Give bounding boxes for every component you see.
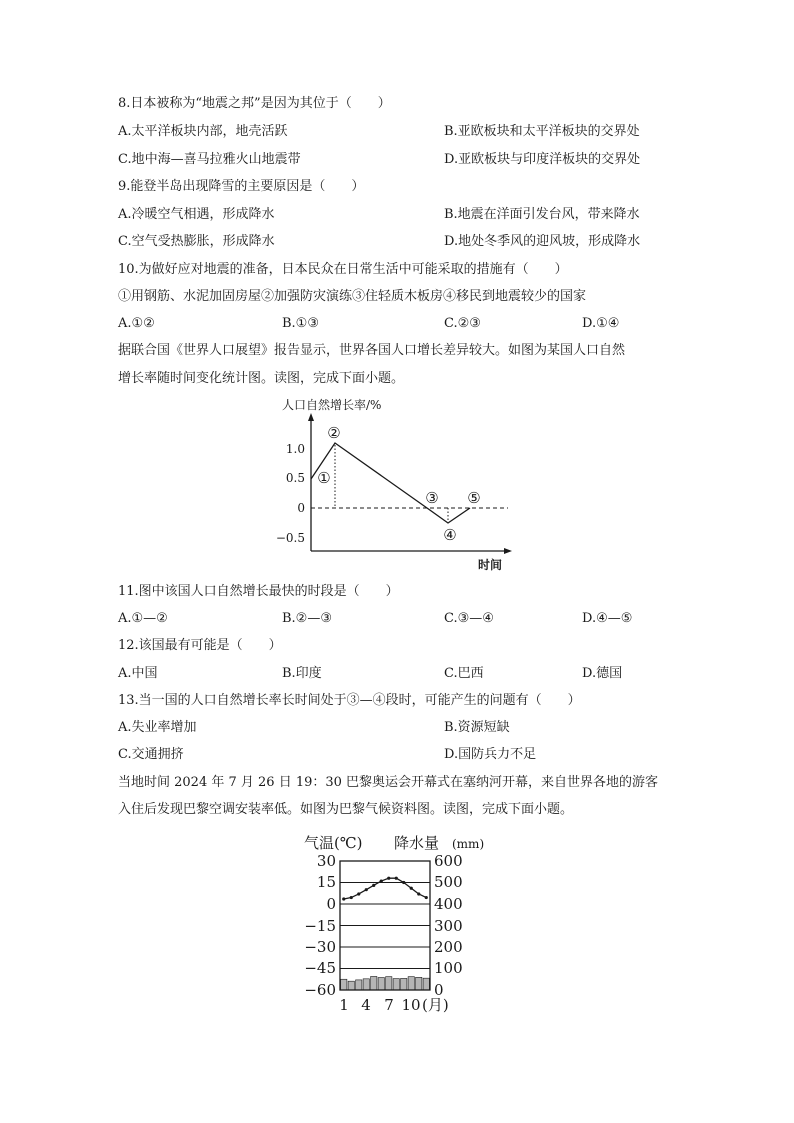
chart1-marker-4: ④ [443, 526, 457, 544]
precip-bar-5 [371, 976, 377, 990]
q12-option-a[interactable]: A.中国 [118, 666, 158, 681]
chart2-right-unit: (mm) [452, 837, 485, 851]
chart2-gridlines [340, 861, 430, 990]
q9-option-c[interactable]: C.空气受热膨胀，形成降水 [118, 234, 275, 249]
q11-option-a[interactable]: A.①—② [118, 611, 168, 626]
q12-option-c[interactable]: C.巴西 [444, 666, 484, 681]
precip-bar-7 [386, 977, 392, 990]
chart2-lt-30: 30 [316, 852, 336, 870]
chart2-lt-neg60: −60 [304, 981, 336, 999]
q12-option-b[interactable]: B.印度 [282, 666, 322, 681]
chart2-rt-100: 100 [434, 959, 463, 977]
precip-bar-8 [393, 979, 399, 990]
intro1-line1: 据联合国《世界人口展望》报告显示，世界各国人口增长差异较大。如图为某国人口自然 [118, 343, 626, 358]
q10-option-a[interactable]: A.①② [118, 316, 155, 331]
q13-option-b[interactable]: B.资源短缺 [444, 720, 510, 735]
chart2-xtick-1: 1 [339, 996, 349, 1014]
chart2-xtick-7: 7 [384, 996, 394, 1014]
chart1-ytick-1: 1.0 [285, 442, 305, 456]
q10-list: ①用钢筋、水泥加固房屋②加强防灾演练③住轻质木板房④移民到地震较少的国家 [118, 289, 587, 304]
chart2-xtick-10: 10 [401, 996, 421, 1014]
chart1-marker-3: ③ [425, 489, 439, 507]
chart1-ylabel: 人口自然增长率/% [282, 398, 382, 412]
chart2-rt-500: 500 [434, 873, 463, 891]
chart1-y-arrow [308, 413, 314, 421]
paris-climate-chart [300, 828, 510, 1018]
chart1-ytick-05: 0.5 [285, 471, 305, 485]
q8-option-c[interactable]: C.地中海—喜马拉雅火山地震带 [118, 152, 301, 167]
q9-option-b[interactable]: B.地震在洋面引发台风，带来降水 [444, 207, 640, 222]
chart2-lt-neg45: −45 [304, 959, 336, 977]
precip-bar-3 [356, 980, 362, 990]
population-growth-chart [270, 393, 530, 575]
q12-option-d[interactable]: D.德国 [582, 666, 623, 681]
temp-point-9 [402, 881, 405, 884]
q8-stem: 8.日本被称为“地震之邦”是因为其位于（ ） [118, 96, 391, 111]
chart2-lt-neg30: −30 [304, 938, 336, 956]
intro2-line1: 当地时间 2024 年 7 月 26 日 19：30 巴黎奥运会开幕式在塞纳河开幕，来自世界各地的游客 [118, 775, 659, 790]
q9-option-d[interactable]: D.地处冬季风的迎风坡，形成降水 [444, 234, 641, 249]
chart2-temperature-line [344, 878, 427, 899]
chart2-rt-300: 300 [434, 917, 463, 935]
temp-point-6 [380, 879, 383, 882]
chart2-xtick-4: 4 [361, 996, 371, 1014]
chart2-rt-200: 200 [434, 938, 463, 956]
q8-option-a[interactable]: A.太平洋板块内部，地壳活跃 [118, 124, 288, 139]
temp-point-10 [410, 887, 413, 890]
precip-bar-10 [408, 977, 414, 990]
chart2-rt-0: 0 [434, 981, 444, 999]
q11-option-c[interactable]: C.③—④ [444, 611, 494, 626]
precip-bar-11 [416, 977, 422, 990]
q11-stem: 11.图中该国人口自然增长最快的时段是（ ） [118, 584, 399, 599]
chart2-lt-0: 0 [326, 895, 336, 913]
chart2-right-title: 降水量 [394, 834, 440, 852]
chart1-series-line [311, 443, 470, 523]
chart1-marker-5: ⑤ [467, 489, 481, 507]
temp-point-12 [425, 896, 428, 899]
q8-option-b[interactable]: B.亚欧板块和太平洋板块的交界处 [444, 124, 640, 139]
chart2-lt-15: 15 [316, 873, 336, 891]
chart2-rt-600: 600 [434, 852, 463, 870]
chart2-precip-bars [341, 976, 430, 990]
chart1-ytick-0: 0 [297, 501, 305, 515]
precip-bar-6 [378, 978, 384, 990]
intro1-line2: 增长率随时间变化统计图。读图，完成下面小题。 [118, 371, 405, 386]
chart1-xlabel: 时间 [478, 558, 503, 572]
temp-point-5 [372, 884, 375, 887]
precip-bar-1 [341, 979, 347, 990]
q13-option-c[interactable]: C.交通拥挤 [118, 747, 184, 762]
precip-bar-4 [363, 979, 369, 990]
temp-point-4 [365, 888, 368, 891]
chart2-x-unit: (月) [422, 996, 449, 1014]
temp-point-7 [387, 877, 390, 880]
q13-option-d[interactable]: D.国防兵力不足 [444, 747, 537, 762]
chart2-lt-neg15: −15 [304, 917, 336, 935]
q13-option-a[interactable]: A.失业率增加 [118, 720, 197, 735]
q9-option-a[interactable]: A.冷暖空气相遇，形成降水 [118, 207, 275, 222]
q12-stem: 12.该国最有可能是（ ） [118, 638, 282, 653]
intro2-line2: 入住后发现巴黎空调安装率低。如图为巴黎气候资料图。读图，完成下面小题。 [118, 802, 574, 817]
precip-bar-9 [401, 978, 407, 990]
q10-option-d[interactable]: D.①④ [582, 316, 620, 331]
q10-option-b[interactable]: B.①③ [282, 316, 319, 331]
chart1-marker-1: ① [317, 469, 331, 487]
temp-point-8 [395, 877, 398, 880]
q8-option-d[interactable]: D.亚欧板块与印度洋板块的交界处 [444, 152, 641, 167]
chart1-ytick-neg05: −0.5 [275, 531, 305, 545]
chart2-left-title: 气温(℃) [304, 834, 363, 852]
q10-option-c[interactable]: C.②③ [444, 316, 481, 331]
precip-bar-12 [423, 978, 429, 990]
q10-stem: 10.为做好应对地震的准备，日本民众在日常生活中可能采取的措施有（ ） [118, 262, 568, 277]
temp-point-3 [357, 892, 360, 895]
temp-point-1 [342, 897, 345, 900]
q11-option-b[interactable]: B.②—③ [282, 611, 332, 626]
q11-option-d[interactable]: D.④—⑤ [582, 611, 633, 626]
chart2-rt-400: 400 [434, 895, 463, 913]
temp-point-2 [350, 896, 353, 899]
chart1-x-arrow [504, 548, 512, 554]
q13-stem: 13.当一国的人口自然增长率长时间处于③—④段时，可能产生的问题有（ ） [118, 693, 581, 708]
temp-point-11 [417, 892, 420, 895]
precip-bar-2 [348, 981, 354, 990]
chart1-marker-2: ② [327, 424, 341, 442]
q9-stem: 9.能登半岛出现降雪的主要原因是（ ） [118, 179, 365, 194]
